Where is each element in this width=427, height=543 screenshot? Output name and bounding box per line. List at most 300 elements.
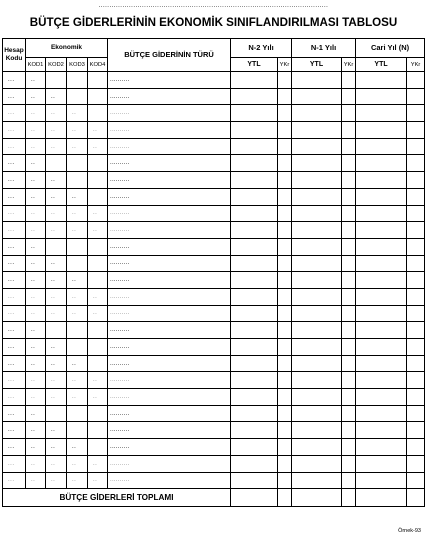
hesap-kodu-cell: ... bbox=[3, 339, 26, 356]
kod1-cell: .. bbox=[26, 305, 46, 322]
ykr-cell bbox=[278, 305, 292, 322]
ykr-cell bbox=[407, 88, 425, 105]
kod1-cell: .. bbox=[26, 455, 46, 472]
ytl-cell bbox=[292, 122, 342, 139]
kod3-cell: .. bbox=[67, 188, 88, 205]
hesap-kodu-cell: ... bbox=[3, 122, 26, 139]
kod4-cell bbox=[88, 188, 108, 205]
ykr-cell bbox=[407, 355, 425, 372]
ytl-cell bbox=[356, 172, 407, 189]
ykr-cell bbox=[407, 255, 425, 272]
ykr-cell bbox=[342, 72, 356, 89]
gider-turu-cell: .......... bbox=[108, 222, 231, 239]
kod2-cell bbox=[46, 322, 67, 339]
ykr-cell bbox=[342, 372, 356, 389]
ytl-cell bbox=[292, 422, 342, 439]
ykr-cell bbox=[278, 88, 292, 105]
kod2-cell bbox=[46, 155, 67, 172]
ykr-cell bbox=[278, 138, 292, 155]
table-row bbox=[3, 105, 425, 122]
ykr-cell bbox=[278, 238, 292, 255]
kod2-cell: .. bbox=[46, 205, 67, 222]
kod1-cell: .. bbox=[26, 472, 46, 489]
ytl-cell bbox=[356, 138, 407, 155]
hesap-kodu-cell: ... bbox=[3, 138, 26, 155]
ykr-cell bbox=[342, 422, 356, 439]
ykr-cell bbox=[342, 339, 356, 356]
ytl-cell bbox=[292, 372, 342, 389]
kod2-cell: .. bbox=[46, 222, 67, 239]
kod4-cell bbox=[88, 339, 108, 356]
ytl-cell bbox=[231, 222, 278, 239]
kod3-cell: .. bbox=[67, 138, 88, 155]
kod3-cell bbox=[67, 172, 88, 189]
kod2-cell: .. bbox=[46, 305, 67, 322]
ykr-cell bbox=[407, 439, 425, 456]
hesap-kodu-cell: ... bbox=[3, 288, 26, 305]
total-ytl-cell bbox=[231, 489, 278, 507]
ykr-cell bbox=[342, 288, 356, 305]
kod4-cell bbox=[88, 88, 108, 105]
ytl-cell bbox=[356, 255, 407, 272]
kod4-cell bbox=[88, 422, 108, 439]
kod4-cell: .. bbox=[88, 205, 108, 222]
hesap-kodu-cell: ... bbox=[3, 389, 26, 406]
hesap-kodu-cell: ... bbox=[3, 188, 26, 205]
ytl-cell bbox=[356, 205, 407, 222]
form-number: Örnek-93 bbox=[398, 528, 421, 534]
kod2-cell bbox=[46, 405, 67, 422]
ytl-cell bbox=[356, 322, 407, 339]
hesap-kodu-cell: ... bbox=[3, 88, 26, 105]
kod2-cell bbox=[46, 238, 67, 255]
ykr-cell bbox=[342, 472, 356, 489]
ykr-cell bbox=[407, 272, 425, 289]
ytl-cell bbox=[231, 439, 278, 456]
ykr-cell bbox=[407, 172, 425, 189]
ytl-cell bbox=[231, 455, 278, 472]
ytl-cell bbox=[231, 422, 278, 439]
gider-turu-cell: .......... bbox=[108, 272, 231, 289]
table-row bbox=[3, 422, 425, 439]
kod3-cell: .. bbox=[67, 472, 88, 489]
total-ykr-cell bbox=[407, 489, 425, 507]
ytl-cell bbox=[356, 88, 407, 105]
hesap-kodu-cell: ... bbox=[3, 255, 26, 272]
ytl-cell bbox=[292, 272, 342, 289]
ykr-cell bbox=[278, 322, 292, 339]
kod3-cell bbox=[67, 322, 88, 339]
ykr-cell bbox=[278, 372, 292, 389]
table-row bbox=[3, 205, 425, 222]
ykr-cell bbox=[278, 255, 292, 272]
hesap-kodu-cell: ... bbox=[3, 172, 26, 189]
kod4-cell bbox=[88, 238, 108, 255]
ykr-cell bbox=[278, 472, 292, 489]
table-row bbox=[3, 222, 425, 239]
ykr-cell bbox=[342, 305, 356, 322]
ytl-cell bbox=[292, 288, 342, 305]
kod2-cell: .. bbox=[46, 88, 67, 105]
table-row bbox=[3, 72, 425, 89]
hesap-kodu-cell: ... bbox=[3, 472, 26, 489]
ykr-cell bbox=[278, 105, 292, 122]
kod3-cell bbox=[67, 422, 88, 439]
ykr-cell bbox=[342, 255, 356, 272]
ykr-cell bbox=[407, 455, 425, 472]
gider-turu-cell: .......... bbox=[108, 255, 231, 272]
kod1-cell: .. bbox=[26, 255, 46, 272]
kod1-cell: .. bbox=[26, 355, 46, 372]
kod1-header: KOD1 bbox=[26, 58, 46, 72]
kod4-cell bbox=[88, 322, 108, 339]
table-row bbox=[3, 339, 425, 356]
ytl-header: YTL bbox=[292, 58, 342, 72]
gider-turu-cell: .......... bbox=[108, 305, 231, 322]
kod3-cell: .. bbox=[67, 305, 88, 322]
ytl-cell bbox=[292, 205, 342, 222]
table-row bbox=[3, 355, 425, 372]
kod2-cell bbox=[46, 72, 67, 89]
ykr-cell bbox=[407, 339, 425, 356]
ytl-cell bbox=[356, 422, 407, 439]
gider-turu-cell: .......... bbox=[108, 389, 231, 406]
kod1-cell: .. bbox=[26, 422, 46, 439]
ytl-cell bbox=[356, 372, 407, 389]
table-row bbox=[3, 472, 425, 489]
kod1-cell: .. bbox=[26, 155, 46, 172]
ytl-cell bbox=[231, 288, 278, 305]
ytl-cell bbox=[231, 305, 278, 322]
kod3-cell bbox=[67, 238, 88, 255]
hesap-kodu-cell: ... bbox=[3, 105, 26, 122]
kod2-cell: .. bbox=[46, 288, 67, 305]
ykr-cell bbox=[407, 72, 425, 89]
gider-turu-cell: .......... bbox=[108, 422, 231, 439]
table-row bbox=[3, 372, 425, 389]
ykr-cell bbox=[407, 105, 425, 122]
ykr-cell bbox=[278, 188, 292, 205]
ytl-cell bbox=[356, 155, 407, 172]
kod1-cell: .. bbox=[26, 439, 46, 456]
ykr-cell bbox=[342, 355, 356, 372]
ytl-cell bbox=[356, 122, 407, 139]
kod2-cell: .. bbox=[46, 255, 67, 272]
table-row bbox=[3, 439, 425, 456]
kod4-cell bbox=[88, 105, 108, 122]
ykr-cell bbox=[278, 172, 292, 189]
ytl-cell bbox=[356, 405, 407, 422]
ykr-cell bbox=[342, 222, 356, 239]
kod4-header: KOD4 bbox=[88, 58, 108, 72]
kod1-cell: .. bbox=[26, 389, 46, 406]
kod4-cell: .. bbox=[88, 122, 108, 139]
kod1-cell: .. bbox=[26, 122, 46, 139]
hesap-kodu-cell: ... bbox=[3, 372, 26, 389]
kod4-cell bbox=[88, 72, 108, 89]
kod3-cell bbox=[67, 255, 88, 272]
table-row bbox=[3, 455, 425, 472]
hesap-kodu-cell: ... bbox=[3, 455, 26, 472]
kod4-cell: .. bbox=[88, 372, 108, 389]
kod1-cell: .. bbox=[26, 272, 46, 289]
ytl-cell bbox=[292, 389, 342, 406]
kod2-cell: .. bbox=[46, 138, 67, 155]
ykr-cell bbox=[342, 322, 356, 339]
kod4-cell bbox=[88, 172, 108, 189]
ytl-cell bbox=[231, 389, 278, 406]
kod2-cell: .. bbox=[46, 272, 67, 289]
gider-turu-cell: .......... bbox=[108, 372, 231, 389]
gider-turu-cell: .......... bbox=[108, 455, 231, 472]
gider-turu-header: BÜTÇE GİDERİNİN TÜRÜ bbox=[108, 39, 231, 72]
kod4-cell: .. bbox=[88, 472, 108, 489]
kod3-cell bbox=[67, 339, 88, 356]
kod1-cell: .. bbox=[26, 138, 46, 155]
hesap-kodu-cell: ... bbox=[3, 155, 26, 172]
period-header-n1: N-1 Yılı bbox=[292, 39, 356, 58]
ytl-cell bbox=[356, 389, 407, 406]
gider-turu-cell: .......... bbox=[108, 288, 231, 305]
kod2-cell: .. bbox=[46, 122, 67, 139]
ytl-cell bbox=[292, 472, 342, 489]
ykr-cell bbox=[342, 389, 356, 406]
hesap-kodu-cell: ... bbox=[3, 405, 26, 422]
ytl-cell bbox=[292, 355, 342, 372]
ytl-cell bbox=[292, 105, 342, 122]
ykr-cell bbox=[278, 288, 292, 305]
header-dotted-line: .......................................................................................................... bbox=[98, 3, 329, 9]
table-row bbox=[3, 88, 425, 105]
ytl-cell bbox=[356, 305, 407, 322]
kod3-cell: .. bbox=[67, 122, 88, 139]
ytl-cell bbox=[231, 72, 278, 89]
kod1-cell: .. bbox=[26, 372, 46, 389]
hesap-kodu-cell: ... bbox=[3, 322, 26, 339]
kod3-cell bbox=[67, 155, 88, 172]
ykr-cell bbox=[342, 155, 356, 172]
hesap-kodu-cell: ... bbox=[3, 72, 26, 89]
ykr-cell bbox=[278, 272, 292, 289]
ytl-cell bbox=[292, 339, 342, 356]
ykr-cell bbox=[407, 405, 425, 422]
ykr-cell bbox=[407, 122, 425, 139]
kod4-cell: .. bbox=[88, 288, 108, 305]
gider-turu-cell: .......... bbox=[108, 405, 231, 422]
ytl-cell bbox=[231, 355, 278, 372]
ykr-cell bbox=[342, 188, 356, 205]
ykr-cell bbox=[278, 339, 292, 356]
kod2-cell: .. bbox=[46, 339, 67, 356]
ykr-header: YKr bbox=[278, 58, 292, 72]
ytl-cell bbox=[231, 255, 278, 272]
table-row bbox=[3, 272, 425, 289]
kod4-cell: .. bbox=[88, 222, 108, 239]
gider-turu-cell: .......... bbox=[108, 138, 231, 155]
table-row bbox=[3, 322, 425, 339]
ytl-cell bbox=[231, 238, 278, 255]
ytl-cell bbox=[231, 105, 278, 122]
kod2-cell: .. bbox=[46, 188, 67, 205]
ytl-cell bbox=[356, 188, 407, 205]
gider-turu-cell: .......... bbox=[108, 355, 231, 372]
hesap-kodu-cell: ... bbox=[3, 238, 26, 255]
ytl-cell bbox=[292, 322, 342, 339]
ytl-cell bbox=[356, 355, 407, 372]
kod2-cell: .. bbox=[46, 422, 67, 439]
ykr-cell bbox=[342, 105, 356, 122]
ytl-header: YTL bbox=[231, 58, 278, 72]
ykr-cell bbox=[342, 405, 356, 422]
kod3-cell bbox=[67, 88, 88, 105]
gider-turu-cell: .......... bbox=[108, 188, 231, 205]
kod3-cell: .. bbox=[67, 439, 88, 456]
ykr-cell bbox=[407, 372, 425, 389]
ykr-cell bbox=[278, 455, 292, 472]
total-ykr-cell bbox=[342, 489, 356, 507]
gider-turu-cell: .......... bbox=[108, 205, 231, 222]
hesap-kodu-header: Hesap Kodu bbox=[3, 39, 26, 72]
period-header-cari: Cari Yıl (N) bbox=[356, 39, 425, 58]
ytl-cell bbox=[356, 439, 407, 456]
ytl-cell bbox=[231, 88, 278, 105]
kod3-cell: .. bbox=[67, 372, 88, 389]
ytl-cell bbox=[292, 255, 342, 272]
kod4-cell: .. bbox=[88, 305, 108, 322]
kod2-cell: .. bbox=[46, 172, 67, 189]
gider-turu-cell: .......... bbox=[108, 88, 231, 105]
ytl-cell bbox=[292, 405, 342, 422]
kod4-cell: .. bbox=[88, 455, 108, 472]
ytl-cell bbox=[292, 238, 342, 255]
ykr-cell bbox=[407, 389, 425, 406]
ytl-cell bbox=[231, 205, 278, 222]
kod1-cell: .. bbox=[26, 288, 46, 305]
ykr-cell bbox=[278, 439, 292, 456]
total-ytl-cell bbox=[356, 489, 407, 507]
kod1-cell: .. bbox=[26, 72, 46, 89]
kod4-cell bbox=[88, 405, 108, 422]
kod3-cell bbox=[67, 72, 88, 89]
ytl-cell bbox=[356, 472, 407, 489]
ytl-cell bbox=[292, 72, 342, 89]
kod4-cell bbox=[88, 272, 108, 289]
table-row bbox=[3, 238, 425, 255]
gider-turu-cell: .......... bbox=[108, 72, 231, 89]
ytl-cell bbox=[292, 88, 342, 105]
kod1-cell: .. bbox=[26, 238, 46, 255]
table-row bbox=[3, 172, 425, 189]
gider-turu-cell: .......... bbox=[108, 472, 231, 489]
ykr-cell bbox=[407, 422, 425, 439]
ykr-cell bbox=[342, 122, 356, 139]
kod3-cell: .. bbox=[67, 105, 88, 122]
kod2-cell: .. bbox=[46, 355, 67, 372]
kod1-cell: .. bbox=[26, 339, 46, 356]
hesap-kodu-cell: ... bbox=[3, 422, 26, 439]
kod2-cell: .. bbox=[46, 105, 67, 122]
ytl-cell bbox=[292, 188, 342, 205]
ykr-cell bbox=[342, 172, 356, 189]
kod3-header: KOD3 bbox=[67, 58, 88, 72]
kod4-cell bbox=[88, 355, 108, 372]
kod3-cell: .. bbox=[67, 455, 88, 472]
ykr-cell bbox=[407, 238, 425, 255]
kod1-cell: .. bbox=[26, 188, 46, 205]
kod1-cell: .. bbox=[26, 88, 46, 105]
gider-turu-cell: .......... bbox=[108, 238, 231, 255]
hesap-kodu-cell: ... bbox=[3, 355, 26, 372]
ykr-cell bbox=[407, 472, 425, 489]
ytl-cell bbox=[356, 105, 407, 122]
ykr-cell bbox=[407, 305, 425, 322]
kod1-cell: .. bbox=[26, 205, 46, 222]
ykr-cell bbox=[278, 389, 292, 406]
budget-table bbox=[2, 38, 425, 507]
table-row bbox=[3, 122, 425, 139]
ykr-cell bbox=[407, 322, 425, 339]
ykr-cell bbox=[278, 355, 292, 372]
hesap-kodu-cell: ... bbox=[3, 222, 26, 239]
ytl-header: YTL bbox=[356, 58, 407, 72]
hesap-kodu-cell: ... bbox=[3, 272, 26, 289]
kod2-cell: .. bbox=[46, 372, 67, 389]
hesap-kodu-cell: ... bbox=[3, 305, 26, 322]
table-row bbox=[3, 305, 425, 322]
kod2-cell: .. bbox=[46, 455, 67, 472]
ytl-cell bbox=[292, 138, 342, 155]
kod3-cell: .. bbox=[67, 222, 88, 239]
ykr-cell bbox=[407, 205, 425, 222]
ytl-cell bbox=[231, 138, 278, 155]
gider-turu-cell: .......... bbox=[108, 339, 231, 356]
table-row bbox=[3, 405, 425, 422]
ytl-cell bbox=[292, 172, 342, 189]
kod4-cell bbox=[88, 439, 108, 456]
ytl-cell bbox=[356, 238, 407, 255]
total-label: BÜTÇE GİDERLERİ TOPLAMI bbox=[3, 489, 231, 507]
gider-turu-cell: .......... bbox=[108, 105, 231, 122]
total-row bbox=[3, 489, 425, 507]
ytl-cell bbox=[356, 222, 407, 239]
ytl-cell bbox=[356, 272, 407, 289]
table-row bbox=[3, 389, 425, 406]
ykr-cell bbox=[278, 155, 292, 172]
ytl-cell bbox=[292, 439, 342, 456]
ykr-cell bbox=[342, 205, 356, 222]
total-ykr-cell bbox=[278, 489, 292, 507]
gider-turu-cell: .......... bbox=[108, 172, 231, 189]
ykr-cell bbox=[342, 138, 356, 155]
ytl-cell bbox=[356, 339, 407, 356]
ytl-cell bbox=[356, 455, 407, 472]
ytl-cell bbox=[231, 188, 278, 205]
ykr-cell bbox=[407, 138, 425, 155]
kod1-cell: .. bbox=[26, 105, 46, 122]
kod4-cell: .. bbox=[88, 138, 108, 155]
ytl-cell bbox=[292, 155, 342, 172]
ytl-cell bbox=[231, 122, 278, 139]
ytl-cell bbox=[231, 272, 278, 289]
ykr-cell bbox=[407, 188, 425, 205]
ykr-cell bbox=[342, 238, 356, 255]
kod2-header: KOD2 bbox=[46, 58, 67, 72]
table-row bbox=[3, 288, 425, 305]
ykr-cell bbox=[407, 155, 425, 172]
kod3-cell: .. bbox=[67, 288, 88, 305]
gider-turu-cell: .......... bbox=[108, 122, 231, 139]
hesap-kodu-cell: ... bbox=[3, 205, 26, 222]
